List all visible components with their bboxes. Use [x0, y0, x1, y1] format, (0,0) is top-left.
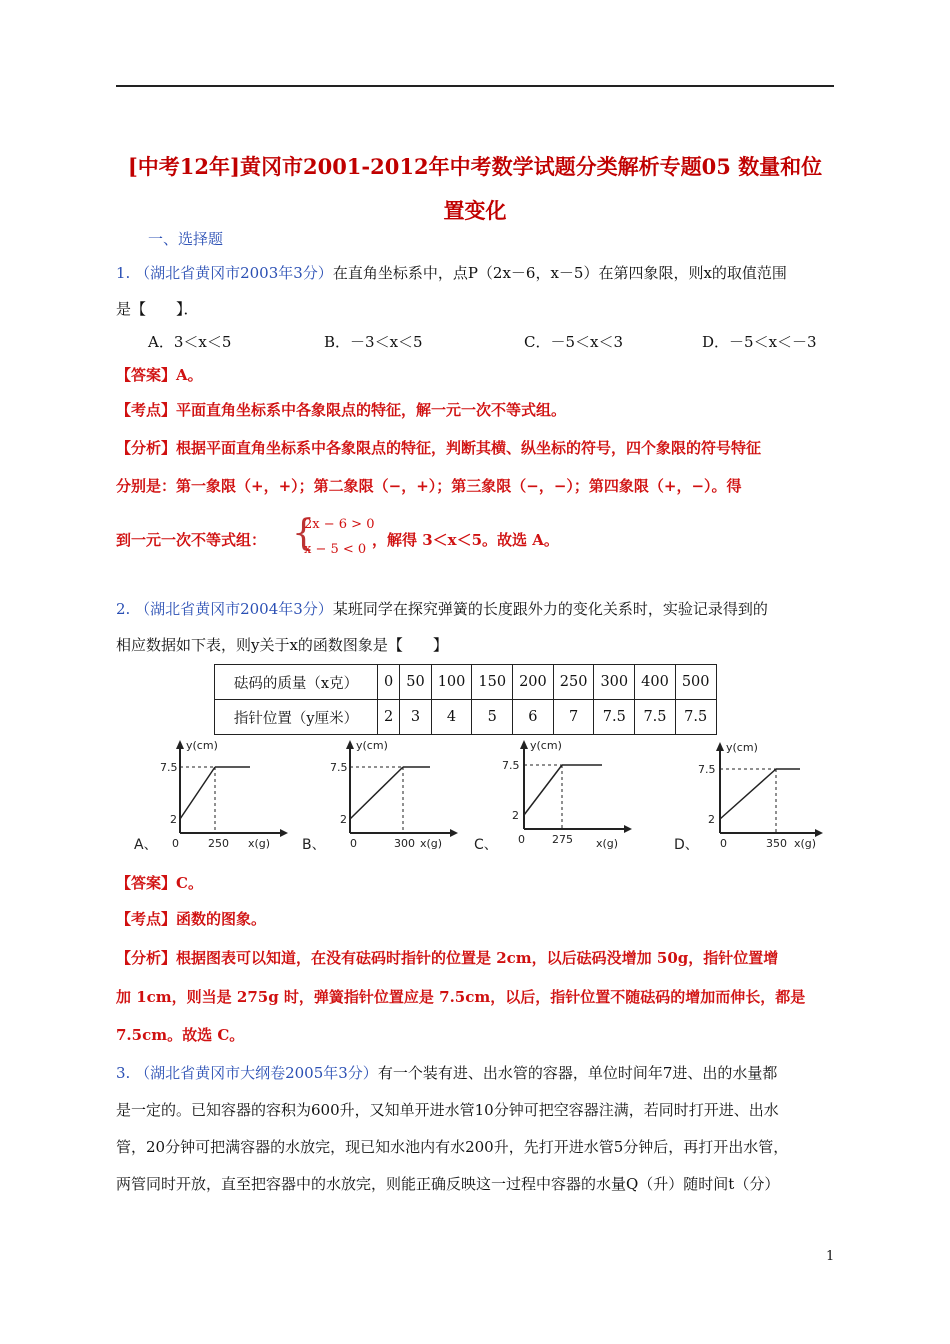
graph-b: [300, 735, 470, 855]
origin-label: 0: [518, 833, 525, 846]
section-heading: 一、选择题: [148, 230, 224, 248]
table-cell: 100: [431, 665, 472, 700]
q1-fenxi-3a: 到一元一次不等式组：: [116, 531, 267, 549]
q1-fenxi-3b: ，解得 3＜x＜5。故选 A。: [372, 531, 559, 549]
graph-d: [670, 735, 840, 855]
x-tick: 250: [208, 837, 229, 850]
y-tick: 7.5: [698, 763, 716, 776]
table-row: [215, 700, 717, 735]
q1-answer: 【答案】A。: [116, 366, 203, 384]
q1-line1: 1. （湖北省黄冈市2003年3分）在直角坐标系中，点P（2x－6，x－5）在第四象限，则x的取值范围: [116, 264, 787, 282]
graph-rising-line: [180, 767, 215, 819]
y-tick: 2: [708, 813, 715, 826]
table-cell: 指针位置（y厘米）: [215, 700, 378, 735]
q1-kaodian: 【考点】平面直角坐标系中各象限点的特征，解一元一次不等式组。: [116, 401, 567, 419]
q3-line2: 是一定的。已知容器的容积为600升，又知单开进水管10分钟可把空容器注满，若同时打开进、出水: [116, 1101, 779, 1119]
table-cell: 6: [513, 700, 554, 735]
table-cell: 2: [378, 700, 400, 735]
table-cell: 250: [553, 665, 594, 700]
table-row: [215, 665, 717, 700]
q3-line3: 管，20分钟可把满容器的水放完，现已知水池内有水200升，先打开进水管5分钟后，再打开出水管，: [116, 1138, 789, 1156]
table-cell: 300: [594, 665, 635, 700]
q2-line2: 相应数据如下表，则y关于x的函数图象是【 】: [116, 636, 448, 654]
table-cell: 150: [472, 665, 513, 700]
table-cell: 0: [378, 665, 400, 700]
x-axis-label: x(g): [420, 837, 443, 850]
arrow-icon: [280, 829, 288, 837]
graph-rising-line: [720, 769, 776, 819]
table-cell: 砝码的质量（x克）: [215, 665, 378, 700]
graph-rising-line: [524, 765, 562, 815]
x-axis-label: x(g): [596, 837, 619, 850]
table-cell: 500: [675, 665, 716, 700]
arrow-icon: [346, 740, 354, 749]
graph-a: [130, 735, 300, 855]
table-cell: 7.5: [675, 700, 716, 735]
arrow-icon: [450, 829, 458, 837]
q1-fenxi-1: 【分析】根据平面直角坐标系中各象限点的特征，判断其横、纵坐标的符号，四个象限的符号特征: [116, 439, 762, 457]
q1-fenxi-2: 分别是：第一象限（+，+）；第二象限（−，+）；第三象限（−，−）；第四象限（+，−）。得: [116, 477, 742, 495]
origin-label: 0: [720, 837, 727, 850]
q2-fenxi-1: 【分析】根据图表可以知道，在没有砝码时指针的位置是 2cm，以后砝码没增加 50g，指针位置增: [116, 949, 779, 967]
table-cell: 400: [635, 665, 676, 700]
y-axis-label: y(cm): [726, 741, 758, 754]
header-rule: [116, 85, 834, 87]
q1-option-b: B．－3＜x＜5: [324, 333, 423, 351]
table-cell: 7.5: [635, 700, 676, 735]
table-cell: 7.5: [594, 700, 635, 735]
q2-kaodian: 【考点】函数的图象。: [116, 910, 267, 928]
page-number: 1: [826, 1249, 835, 1264]
page-title: [中考12年]黄冈市2001-2012年中考数学试题分类解析专题05 数量和位 置变化: [127, 154, 823, 223]
arrow-icon: [520, 740, 528, 749]
q2-line1: 2. （湖北省黄冈市2004年3分）某班同学在探究弹簧的长度跟外力的变化关系时，实验记录得到的: [116, 600, 768, 618]
table-cell: 4: [431, 700, 472, 735]
q1-option-c: C．－5＜x＜3: [524, 333, 624, 351]
q1-line2: 是【 】．: [116, 300, 199, 318]
y-tick: 2: [170, 813, 177, 826]
arrow-icon: [176, 740, 184, 749]
brace-icon: {: [292, 513, 315, 554]
q2-fenxi-3: 7.5cm。故选 C。: [116, 1026, 245, 1044]
origin-label: 0: [172, 837, 179, 850]
y-axis-label: y(cm): [186, 739, 218, 752]
arrow-icon: [815, 829, 823, 837]
q1-option-a: A．3＜x＜5: [148, 333, 232, 351]
origin-label: 0: [350, 837, 357, 850]
arrow-icon: [716, 742, 724, 751]
inequality-2: x − 5 < 0: [304, 542, 367, 557]
x-tick: 300: [394, 837, 415, 850]
graph-label: B、: [302, 837, 326, 853]
y-tick: 7.5: [160, 761, 178, 774]
table-cell: 5: [472, 700, 513, 735]
table-cell: 200: [513, 665, 554, 700]
graph-label: A、: [134, 837, 158, 853]
q2-fenxi-2: 加 1cm，则当是 275g 时，弹簧指针位置应是 7.5cm，以后，指针位置不随砝码的增加而伸长，都是: [116, 988, 806, 1006]
graph-label: D、: [674, 837, 699, 853]
y-axis-label: y(cm): [356, 739, 388, 752]
graph-c: [474, 735, 644, 855]
table-cell: 50: [400, 665, 431, 700]
arrow-icon: [624, 825, 632, 833]
graph-rising-line: [350, 767, 403, 819]
y-tick: 2: [340, 813, 347, 826]
data-table: [214, 664, 717, 735]
q3-line4: 两管同时开放，直至把容器中的水放完，则能正确反映这一过程中容器的水量Q（升）随时间t（分）: [116, 1175, 780, 1193]
table-cell: 3: [400, 700, 431, 735]
q2-answer: 【答案】C。: [116, 874, 203, 892]
x-axis-label: x(g): [794, 837, 817, 850]
q1-option-d: D．－5＜x＜－3: [702, 333, 817, 351]
table-cell: 7: [553, 700, 594, 735]
y-tick: 2: [512, 809, 519, 822]
q3-line1: 3. （湖北省黄冈市大纲卷2005年3分）有一个装有进、出水管的容器，单位时间年7进、出的水量都: [116, 1064, 778, 1082]
graph-label: C、: [474, 837, 498, 853]
x-tick: 275: [552, 833, 573, 846]
x-axis-label: x(g): [248, 837, 271, 850]
y-axis-label: y(cm): [530, 739, 562, 752]
inequality-1: 2x − 6 > 0: [304, 517, 375, 532]
x-tick: 350: [766, 837, 787, 850]
y-tick: 7.5: [330, 761, 348, 774]
y-tick: 7.5: [502, 759, 520, 772]
